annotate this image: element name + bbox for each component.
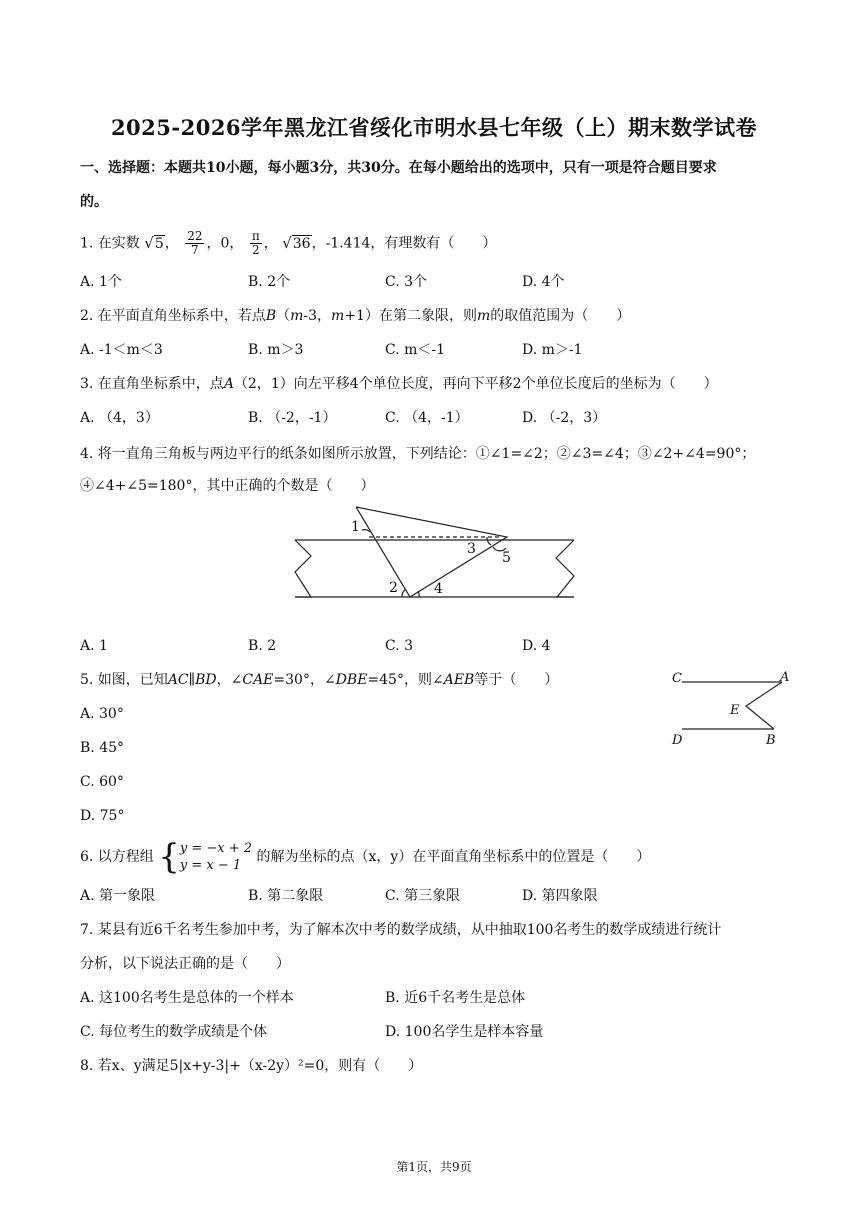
fraction-pi-2: $\frac{\pi}{2}$: [251, 229, 260, 257]
angle-arc-1: [362, 530, 370, 532]
q7-option-a: A. 这100名考生是总体的一个样本: [80, 990, 294, 1006]
q1-suffix: ，-1.414，有理数有（ ）: [311, 235, 497, 252]
angle-label-4: 4: [434, 581, 443, 597]
angle-label-1: 1: [351, 519, 360, 535]
angle-label-2: 2: [389, 580, 398, 596]
q2-option-c: C. m＜-1: [385, 342, 446, 358]
fraction-22-7: $\frac{22}{7}$: [187, 229, 203, 257]
right-triangle: [356, 507, 507, 597]
q1-prefix: 1. 在实数: [80, 235, 140, 252]
q2-option-d: D. m＞-1: [522, 342, 583, 358]
question-4-cont: ④∠4+∠5=180°，其中正确的个数是（ ）: [80, 478, 375, 494]
q5-option-d: D. 75°: [80, 808, 125, 824]
q1-option-a: A. 1个: [80, 274, 122, 290]
q4-option-b: B. 2: [248, 638, 277, 654]
q4-option-c: C. 3: [385, 638, 414, 654]
broken-line-aeb: [746, 682, 782, 729]
equation-2: y = x − 1: [179, 858, 242, 873]
q6-option-b: B. 第二象限: [248, 888, 324, 904]
strip-right-torn-edge: [556, 540, 574, 597]
point-label-b: B: [766, 733, 776, 748]
q6-option-d: D. 第四象限: [522, 888, 598, 904]
q2-option-b: B. m＞3: [248, 342, 304, 358]
q7-option-b: B. 近6千名考生是总体: [385, 990, 526, 1006]
q3-option-c: C. （4，-1）: [385, 410, 469, 426]
question-1: 1. 在实数 √5， $\frac{22}{7}$ ，0， $\frac{\pi}{2}$ ， √36，-1.414，有理数有（ ）: [80, 229, 497, 257]
question-4: 4. 将一直角三角板与两边平行的纸条如图所示放置，下列结论：①∠1=∠2；②∠3=∠4；③∠2+∠4=90°；: [80, 446, 756, 462]
q6-option-c: C. 第三象限: [385, 888, 461, 904]
question-7: 7. 某县有近6千名考生参加中考，为了解本次中考的数学成绩，从中抽取100名考生的数学成绩进行统计: [80, 922, 722, 938]
sqrt-36: √36: [282, 233, 311, 252]
section-heading-cont: 的。: [80, 194, 108, 210]
q1-option-d: D. 4个: [522, 274, 565, 290]
question-6: 6. 以方程组 { y = −x + 2 y = x − 1 的解为坐标的点（x，y）在平面直角坐标系中的位置是（ ）: [80, 837, 651, 877]
q3-option-d: D. （-2，3）: [522, 410, 607, 426]
equation-system: { y = −x + 2 y = x − 1: [158, 837, 253, 877]
equation-1: y = −x + 2: [179, 841, 253, 856]
q3-option-b: B. （-2，-1）: [248, 410, 337, 426]
page-footer: 第1页，共9页: [396, 1160, 472, 1174]
q4-option-d: D. 4: [522, 638, 551, 654]
point-label-a: A: [780, 670, 790, 685]
question-5: 5. 如图，已知AC∥BD，∠CAE=30°，∠DBE=45°，则∠AEB等于（ ）: [80, 672, 559, 688]
angle-label-3: 3: [467, 541, 476, 557]
question-3: 3. 在直角坐标系中，点A（2，1）向左平移4个单位长度，再向下平移2个单位长度后的坐标为（ ）: [80, 376, 718, 392]
q6-option-a: A. 第一象限: [80, 888, 156, 904]
q5-option-a: A. 30°: [80, 706, 124, 722]
angle-arc-4: [418, 591, 419, 597]
angle-arc-3: [487, 537, 491, 545]
point-label-e: E: [730, 703, 740, 718]
q4-option-a: A. 1: [80, 638, 108, 654]
point-label-c: C: [672, 671, 682, 686]
q7-option-d: D. 100名学生是样本容量: [385, 1024, 544, 1040]
q5-option-c: C. 60°: [80, 774, 124, 790]
question-8: 8. 若x、y满足5|x+y-3|+（x-2y）²=0，则有（ ）: [80, 1058, 423, 1074]
question-7-cont: 分析，以下说法正确的是（ ）: [80, 956, 290, 972]
section-heading: 一、选择题：本题共10小题，每小题3分，共30分。在每小题给出的选项中，只有一项是符合题目要求: [80, 160, 717, 176]
q7-option-c: C. 每位考生的数学成绩是个体: [80, 1024, 268, 1040]
page-title: 2025-2026学年黑龙江省绥化市明水县七年级（上）期末数学试卷: [110, 115, 758, 140]
q5-option-b: B. 45°: [80, 740, 125, 756]
q1-zero: ，0，: [206, 235, 244, 252]
q1-option-b: B. 2个: [248, 274, 291, 290]
q3-option-a: A. （4，3）: [80, 410, 159, 426]
q1-option-c: C. 3个: [385, 274, 428, 290]
question-2: 2. 在平面直角坐标系中，若点B（m-3，m+1）在第二象限，则m的取值范围为（ ）: [80, 308, 631, 324]
point-label-d: D: [672, 733, 683, 748]
q2-option-a: A. -1＜m＜3: [80, 342, 163, 358]
angle-label-5: 5: [502, 550, 511, 566]
sqrt-5: √5: [144, 233, 164, 252]
strip-left-torn-edge: [295, 540, 311, 597]
q5-figure: [660, 660, 800, 760]
